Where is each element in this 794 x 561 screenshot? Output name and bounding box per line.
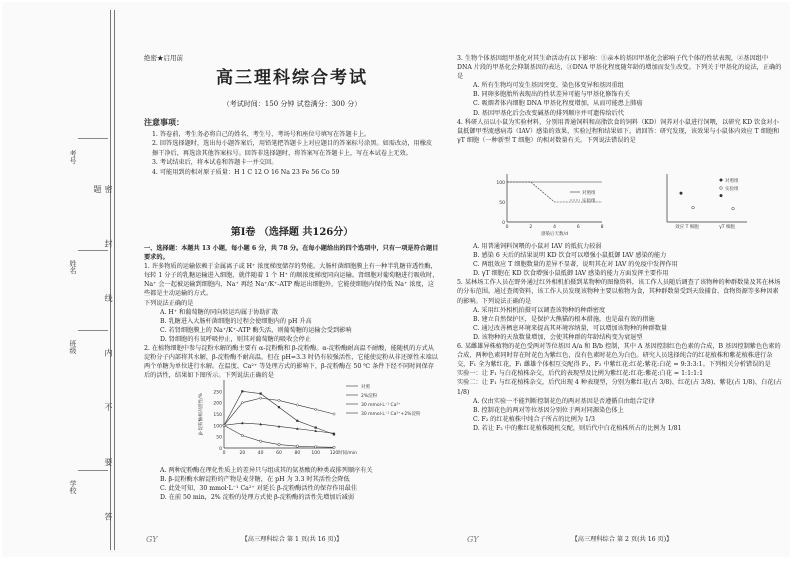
- q6-option-a: A. 仅由实验一不能判断控制花色的两对基因是否遵循自由组合定律: [473, 397, 655, 405]
- data-point: [333, 413, 336, 416]
- x-tick-label: 2: [529, 225, 533, 230]
- legend-label: 2%淀粉: [361, 394, 378, 399]
- y-tick-label: 150: [213, 413, 222, 418]
- data-point: [278, 399, 281, 402]
- q6-option-c: C. F₂ 的红花植株中纯合子所占的比例为 1/3: [473, 415, 595, 423]
- data-point: [278, 406, 280, 408]
- category-label: 效应 T 细胞: [675, 225, 699, 230]
- note-item: 3. 考试结束后，将本试卷和答题卡一并交回。: [152, 159, 278, 167]
- data-point: [260, 393, 262, 395]
- q2-option-d: D. 在前 50 min，2% 淀粉的处理方式使 β-淀粉酶的活性先增加后减弱: [160, 494, 355, 502]
- note-item: 2. 回答选择题时，选出每小题答案后，用铅笔把答题卡上对应题目的答案标号涂黑。如需改动，用橡皮擦干净后，再选涂其他答案标号。回答非选择题时，将答案写在答题卡上，写在本试卷上无效。: [152, 140, 433, 157]
- x-tick-label: 100: [311, 451, 320, 456]
- legend-label: 对照组: [725, 179, 739, 184]
- x-tick-label: 80: [294, 451, 301, 456]
- y-tick-label: 200: [213, 401, 222, 407]
- q1-option-d: D. 肾细胞的有氧呼吸停止，则其对葡萄糖的吸收会停止: [160, 335, 311, 343]
- q3-q4-block: [457, 54, 783, 145]
- secret-label: 绝密★启用前: [144, 54, 183, 62]
- exam-subtitle: （考试时间：150 分钟 试卷满分：300 分）: [222, 100, 362, 108]
- enzyme-activity-svg: [196, 376, 446, 464]
- x-tick-label: 6: [576, 225, 580, 230]
- page-1: [136, 10, 448, 550]
- data-point: [296, 445, 298, 447]
- q3-option-a: A. 所有生物均可发生基因突变、染色体变异和基因重组: [473, 82, 624, 90]
- name-label: 姓名: [69, 260, 77, 274]
- data-point: [732, 207, 735, 210]
- class-label: 班级: [69, 340, 77, 354]
- data-point: [296, 404, 299, 407]
- data-point: [259, 397, 262, 400]
- legend-label: 对照: [361, 385, 370, 390]
- page-2-footer: 【高三理科综合 第 2 页(共 16 页)】: [571, 535, 673, 543]
- y-tick-label: 50: [499, 201, 505, 206]
- q2-options: [144, 466, 440, 502]
- x-tick-label: 0: [222, 451, 226, 456]
- q2-option-a: A. 两种淀粉酶在理化性质上的差异只与组成其的氨基酸的种类或排列顺序有关: [160, 467, 373, 474]
- q1-ask: 下列说法正确的是: [144, 299, 194, 307]
- q3-option-d: D. 基因甲基化后会改变碱基的排列顺序并可遗传给后代: [473, 109, 624, 117]
- x-axis-label: 感染后天数/d: [541, 232, 568, 237]
- exam-title: 高三理科综合考试: [216, 68, 368, 88]
- q4-option-b: B. 感染 6 天后的结果说明 KD 饮食可以增强小鼠抵御 IAV 感染的能力: [473, 252, 667, 260]
- data-point: [680, 192, 683, 195]
- q5-stem: 5. 某林场工作人员在野外通过红外相机拍摄到某物种的图像资料，该工作人员随后调查了该物种的种群数量及其在林场的分布范围。通过查阅资料，该工作人员发现该物种主要以植物为食，其种群数量受到天敌捕食、食物资源等多种因素的影响。下列说法正确的是: [457, 279, 781, 305]
- y-tick-label: 100: [496, 181, 505, 186]
- data-point: [333, 446, 335, 448]
- q3-option-c: C. 吸烟者体内细胞 DNA 甲基化程度增加，从而可能患上肺癌: [473, 100, 643, 108]
- q5-option-d: D. 该物种的天敌数量增加，会使其种群的年龄结构变为衰退型: [473, 333, 643, 341]
- q1-block: [144, 244, 440, 380]
- x-tick-label: 120: [329, 451, 339, 456]
- data-point: [314, 446, 316, 448]
- q4-option-a: A. 用普通饲料饲喂的小鼠对 IAV 的抵抗力较弱: [473, 243, 602, 250]
- binding-margin: [6, 10, 132, 555]
- y-tick-label: 250: [213, 390, 222, 396]
- y-tick-label: 50: [216, 435, 222, 441]
- q6-exp1: 实验一：让 F₁ 与白花植株杂交，后代的表现型及比例为紫红花:红花:紫花:白花 = 1:1:1:1: [457, 370, 704, 378]
- section-heading: 第Ⅰ卷 （选择题 共126分）: [230, 227, 354, 238]
- kaohao-line: [78, 138, 108, 139]
- note-item: 4. 可能用到的相对原子质量：H 1 C 12 O 16 Na 23 Fe 56 Co 59: [152, 168, 340, 176]
- q2-option-c: C. 此处可知，30 mmol·L⁻¹ Ca²⁺ 对延长 β-淀粉酶活性的保存作用最佳: [160, 485, 358, 493]
- page-1-footer: 【高三理科综合 第 1 页(共 16 页)】: [241, 535, 343, 543]
- q5-option-a: A. 采用红外相机拍摄可以调查该物种的种群密度: [473, 306, 606, 314]
- series-line: [224, 391, 334, 434]
- data-point: [241, 390, 243, 392]
- q6-option-b: B. 控制花色的两对等位基因分别位于两对同源染色体上: [473, 406, 624, 414]
- data-point: [315, 427, 317, 429]
- data-point: [314, 408, 317, 411]
- data-point: [241, 434, 243, 436]
- data-point: [692, 206, 695, 209]
- x-tick-label: 8: [600, 225, 604, 230]
- q5-option-c: C. 通过改善栖息环境来提高其环境容纳量，可以增加该物种的种群数量: [473, 324, 668, 332]
- legend-swatch: [720, 179, 723, 182]
- notes-heading: 注意事项：: [144, 117, 184, 127]
- footer-logo: GY: [467, 534, 479, 544]
- margin-line: [114, 10, 115, 550]
- q1-option-a: A. H⁺ 和葡萄糖的同向转运均属于协助扩散: [160, 308, 279, 316]
- school-label: 学校: [69, 480, 77, 494]
- x-tick-label: 60: [276, 451, 282, 456]
- enzyme-activity-chart: [196, 376, 446, 464]
- legend-label: 对照组: [582, 191, 596, 196]
- legend-label: 实验组: [582, 199, 596, 204]
- kaohao-label: 考号: [69, 150, 77, 164]
- q2-option-b: B. β-淀粉酶水解淀粉的产物是麦芽糖，在 pH 为 3.3 时其活性会降低: [160, 476, 350, 484]
- q4-stem: 4. 科研人员以小鼠为实验材料，分别用普通饲料和高脂饮食的饲料（KD）饲养对小鼠进行饲喂，以研究 KD 饮食对小鼠抵御甲型流感病毒（IAV）感染的效果，实验过程和结果如下。请回答：研究发现，该效果与小鼠体内效应 T 细胞和 γT 细胞（一种新型 T 细胞）的相对数量有关。下列说法错误的是: [457, 118, 780, 144]
- q6-stem: 6. 某雌雄异株植物的花色受两对等位基因 A/a 和 B/b 控制，其中 A 基因控制红色色素的合成，B 基因控制紫色色素的合成，两种色素同时存在时花色为紫红色，没有色素时花色为白色。研究人员选择纯合的红花植株和紫花植株进行杂交，F₁ 全为紫红花，F₁ 雌雄个体相互交配得 F₂，F₂ 中紫红花:红花:紫花:白花 = 9:3:3:1。下列相关分析错误的是: [457, 343, 781, 369]
- q6-exp2: 实验二：让 F₁ 与红花植株杂交，后代出现 4 种表现型，分别为紫红花(占 3/8)、红花(占 3/8)、紫花(占 1/8)、白花(占 1/8): [457, 379, 782, 396]
- legend-label: 实验组: [725, 187, 739, 192]
- y-tick-label: 0: [219, 447, 222, 452]
- data-point: [278, 443, 280, 445]
- data-point: [296, 420, 298, 422]
- section-intro: 一、选择题：本题共 13 小题，每小题 6 分，共 78 分。在每小题给出的四个选项中，只有一项是符合题目要求的。: [144, 245, 439, 262]
- q1-option-c: C. 若肾细胞膜上的 Na⁺/K⁺-ATP 酶失活，则葡萄糖的运输会受到影响: [160, 326, 352, 334]
- category-label: γT 细胞: [719, 225, 735, 230]
- q6-option-d: D. 若让 F₂ 中的紫红花植株随机交配，则后代中白花植株所占的比例为 1/81: [473, 424, 682, 432]
- immune-charts-svg: [487, 170, 787, 238]
- notes-list: [152, 130, 438, 177]
- q3-stem: 3. 生物个体基因组甲基化对其生命活动有以下影响：①亲本的基因甲基化会影响子代个体的性状表现，②基因组中 DNA 片段的甲基化会抑制基因的表达，③DNA 甲基化程度随年龄的增加而发生改变。下列关于甲基化的说法，正确的是: [457, 55, 782, 81]
- q1-stem: 1. 许多物质的运输依赖于金属离子或 H⁺ 浓度梯度储存的势能。大肠杆菌细胞膜上有一种半乳糖苷透性酶，每转 1 分子的乳糖运输进入细胞，就伴随着 1 个 H⁺ 的顺浓度梯度同向运输。肾细胞对葡萄糖进行吸收时，Na⁺ 会一起被运输到细胞内，Na⁺ 再经 Na⁺/K⁺-ATP 酶运出细胞外，它能使细胞内保持低 Na⁺ 浓度，这些都是主动运输的方式。: [144, 263, 439, 298]
- seal-line-text: 密 封 线 内 不 要 答 题: [93, 185, 113, 543]
- q2-stem: 2. 在植物细胞中参与淀粉水解的酶主要有 α-淀粉酶和 β-淀粉酶。α-淀粉酶耐高温不耐酸，能随机的方式从淀粉分子内部将其水解，β-淀粉酶不耐高温，但在 pH=3.3 时仍有较强活性，它能使淀粉从非还原性末端以两个单糖为单位进行水解。在温度、Ca²⁺ 等处理方式的影响下，β-淀粉酶在 50 ℃ 条件下经不同时间保存后的活性，结果如下图所示。下列说法正确的是: [144, 345, 438, 380]
- legend-swatch: [720, 187, 723, 190]
- note-item: 1. 答卷前，考生务必将自己的姓名、考生号、考场号和座位号填写在答题卡上。: [152, 131, 371, 138]
- x-tick-label: 0: [505, 225, 509, 230]
- q1-option-b: B. 乳糖进入大肠杆菌细胞的过程会使细胞内的 pH 升高: [160, 317, 312, 325]
- data-point: [259, 440, 261, 442]
- exam-sheet: [2, 2, 790, 557]
- immune-charts: [487, 170, 787, 238]
- q4-q6-block: [457, 242, 783, 433]
- x-tick-label: 4: [553, 225, 556, 230]
- y-tick-label: 0: [502, 221, 505, 226]
- q5-option-b: B. 建立自然保护区，是保护大熊猫的根本措施，也是最有效的措施: [473, 315, 655, 323]
- legend-label: 30 mmol·L⁻¹ Ca²⁺+2%淀粉: [361, 412, 421, 417]
- q3-option-b: B. 同卵多胞胎所表现出的性状差异可能与甲基化修饰有关: [473, 91, 630, 99]
- x-tick-label: 20: [239, 451, 246, 456]
- x-tick-label: 40: [257, 451, 264, 456]
- x-axis-label: 时间/min: [338, 451, 358, 456]
- page-2: [457, 10, 787, 550]
- legend-label: 30 mmol·L⁻¹ Ca²⁺: [361, 403, 401, 408]
- footer-logo: GY: [146, 534, 158, 544]
- data-point: [720, 194, 723, 197]
- y-tick-label: 100: [213, 424, 222, 430]
- q4-option-c: C. 两组效应 T 细胞数量的差异不显著，说明其在对 IAV 的免疫中发挥作用: [473, 261, 678, 269]
- series-line: [224, 398, 334, 425]
- y-axis-label: β-淀粉酶相对活性/%: [199, 393, 204, 435]
- q4-option-d: D. γT 细胞在 KD 饮食增强小鼠抵御 IAV 感染的能力方面发挥主要作用: [473, 270, 669, 278]
